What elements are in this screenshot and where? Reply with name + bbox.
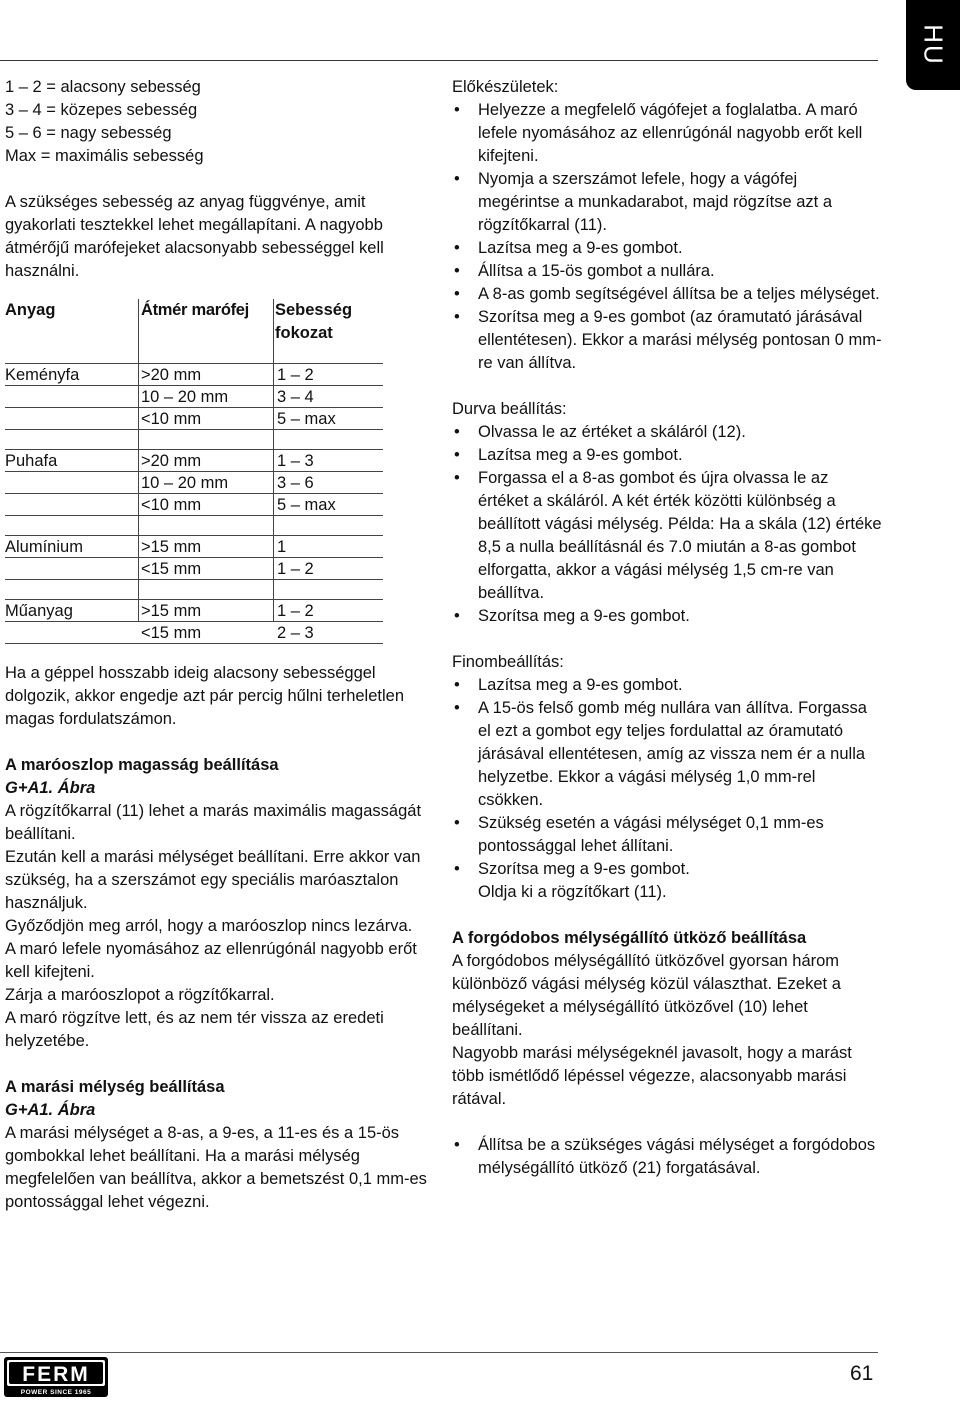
list-item: • Szorítsa meg a 9-es gombot. <box>452 858 882 881</box>
list-item: • Helyezze a megfelelő vágófejet a foglalatba. A maró lefele nyomásához az ellenrúgónál nagyobb erőt kell kifejteni. <box>452 99 882 168</box>
list-item: • A 8-as gomb segítségével állítsa be a teljes mélységet. <box>452 283 882 306</box>
header-diameter: Átmér marófej <box>141 301 249 319</box>
top-divider <box>0 60 878 61</box>
speed-legend-4: Max = maximális sebesség <box>5 147 204 165</box>
section-title: A marási mélység beállítása <box>5 1078 225 1096</box>
page-number: 61 <box>850 1362 874 1385</box>
table-row: <10 mm 5 – max <box>5 407 383 429</box>
prep-title: Előkészületek: <box>452 78 559 96</box>
table-header <box>5 299 383 363</box>
turret-list <box>452 1134 882 1180</box>
list-item: • Forgassa el a 8-as gombot és újra olvassa le az értéket a skáláról. A két érték közötti különbség a beállított vágási mélység. Példa: Ha a skála (12) értéke 8,5 a nulla beállításnál és 7.0 miután a 8-as gombot elforgatta, akkor a vágási mélység 1,5 cm-re van beállítva. <box>452 467 882 605</box>
figure-ref: G+A1. Ábra <box>5 779 96 797</box>
table-row: <10 mm 5 – max <box>5 493 383 515</box>
table-row: Puhafa >20 mm 1 – 3 <box>5 449 383 471</box>
section-title: A forgódobos mélységállító ütköző beállítása <box>452 929 807 947</box>
ferm-logo <box>4 1357 108 1397</box>
figure-ref: G+A1. Ábra <box>5 1101 96 1119</box>
speed-legend-3: 5 – 6 = nagy sebesség <box>5 124 172 142</box>
coarse-list <box>452 421 882 628</box>
paragraph: A maró lefele nyomásához az ellenrúgónál nagyobb erőt kell kifejteni. <box>5 940 417 981</box>
paragraph: A maró rögzítve lett, és az nem tér vissza az eredeti helyzetébe. <box>5 1009 384 1050</box>
list-item: • Szükség esetén a vágási mélységet 0,1 mm-es pontossággal lehet állítani. <box>452 812 882 858</box>
speed-intro: A szükséges sebesség az anyag függvénye, amit gyakorlati tesztekkel lehet megállapítani. A nagyobb átmérőjű marófejeket alacsonyabb sebességgel kell használni. <box>5 193 384 280</box>
svg-text:FERM: FERM <box>22 1363 90 1386</box>
list-item: • Lazítsa meg a 9-es gombot. <box>452 674 882 697</box>
paragraph: A rögzítőkarral (11) lehet a marás maximális magasságát beállítani. <box>5 802 422 843</box>
table-row: 10 – 20 mm 3 – 6 <box>5 471 383 493</box>
table-row: Műanyag >15 mm 1 – 2 <box>5 599 383 621</box>
section-title: A maróoszlop magasság beállítása <box>5 756 279 774</box>
paragraph: A forgódobos mélységállító ütközővel gyorsan három különböző vágási mélység közül választhat. Ezeket a mélységeket a mélységállító ütközővel (10) lehet beállítani. <box>452 952 841 1039</box>
speed-legend-2: 3 – 4 = közepes sebesség <box>5 101 198 119</box>
table-row: Keményfa >20 mm 1 – 2 <box>5 363 383 385</box>
header-material: Anyag <box>5 301 56 319</box>
speed-table <box>5 299 383 644</box>
table-row: Alumínium >15 mm 1 <box>5 535 383 557</box>
list-item: • Lazítsa meg a 9-es gombot. <box>452 444 882 467</box>
coarse-title: Durva beállítás: <box>452 400 567 418</box>
fine-after: Oldja ki a rögzítőkart (11). <box>478 883 667 901</box>
fine-list <box>452 674 882 881</box>
language-tab <box>906 0 960 90</box>
speed-legend-1: 1 – 2 = alacsony sebesség <box>5 78 201 96</box>
list-item: • Lazítsa meg a 9-es gombot. <box>452 237 882 260</box>
left-column <box>5 76 435 1214</box>
list-item: • A 15-ös felső gomb még nullára van állítva. Forgassa el ezt a gombot egy teljes fordulattal az óramutató járásával ellentétesen, amíg az vissza nem ér a nulla helyzetbe. Ekkor a vágási mélység 1,0 mm-rel csökken. <box>452 697 882 812</box>
language-label: HU <box>918 24 949 66</box>
paragraph: Ezután kell a marási mélységet beállítani. Erre akkor van szükség, ha a szerszámot egy speciális maróasztalon használjuk. <box>5 848 421 912</box>
list-item: • Nyomja a szerszámot lefele, hogy a vágófej megérintse a munkadarabot, majd rögzítse azt a rögzítőkarral (11). <box>452 168 882 237</box>
right-column <box>452 76 882 1180</box>
table-row: <15 mm 1 – 2 <box>5 557 383 579</box>
header-speed: Sebesség fokozat <box>275 301 353 342</box>
prep-list <box>452 99 882 375</box>
list-item: • Szorítsa meg a 9-es gombot. <box>452 605 882 628</box>
paragraph: Zárja a maróoszlopot a rögzítőkarral. <box>5 986 275 1004</box>
list-item: • Állítsa a 15-ös gombot a nullára. <box>452 260 882 283</box>
list-item: • Olvassa le az értéket a skáláról (12). <box>452 421 882 444</box>
paragraph: Nagyobb marási mélységeknél javasolt, hogy a marást több ismétlődő lépéssel végezze, alacsonyabb marási rátával. <box>452 1044 852 1108</box>
paragraph: Győződjön meg arról, hogy a maróoszlop nincs lezárva. <box>5 917 413 935</box>
cooldown-note: Ha a géppel hosszabb ideig alacsony sebességgel dolgozik, akkor engedje azt pár percig hűlni terheletlen magas fordulatszámon. <box>5 664 404 728</box>
svg-text:POWER SINCE 1965: POWER SINCE 1965 <box>20 1389 92 1396</box>
table-row: <15 mm 2 – 3 <box>5 621 383 643</box>
list-item: • Szorítsa meg a 9-es gombot (az óramutató járásával ellentétesen). Ekkor a marási mélység pontosan 0 mm-re van állítva. <box>452 306 882 375</box>
bottom-divider <box>0 1352 878 1353</box>
list-item: • Állítsa be a szükséges vágási mélységet a forgódobos mélységállító ütköző (21) forgatásával. <box>452 1134 882 1180</box>
paragraph: A marási mélységet a 8-as, a 9-es, a 11-es és a 15-ös gombokkal lehet beállítani. Ha a marási mélység megfelelően van beállítva, akkor a bemetszést 0,1 mm-es pontossággal lehet végezni. <box>5 1124 427 1211</box>
fine-title: Finombeállítás: <box>452 653 564 671</box>
table-row: 10 – 20 mm 3 – 4 <box>5 385 383 407</box>
